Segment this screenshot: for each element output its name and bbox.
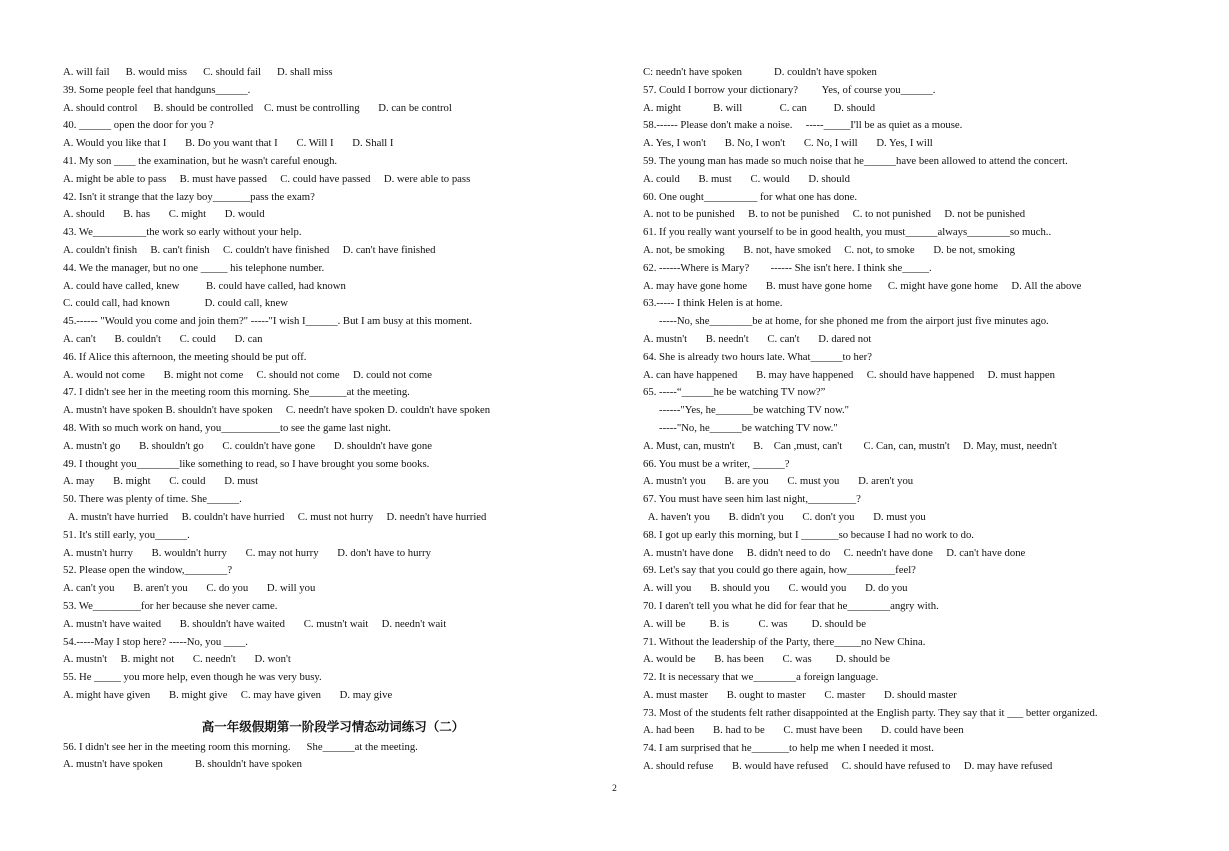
section-heading: 高一年级假期第一阶段学习情态动词练习（二） (201, 718, 465, 734)
text-line: 51. It's still early, you______. (63, 528, 190, 541)
text-line: 74. I am surprised that he_______to help me when I needed it most. (643, 742, 934, 755)
text-line: A. mustn't have hurried B. couldn't have hurried C. must not hurry D. needn't have hurried (63, 510, 487, 523)
text-line: A. mustn't B. needn't C. can't D. dared not (643, 332, 872, 345)
text-line: A. would not come B. might not come C. should not come D. could not come (63, 368, 432, 381)
text-line: A. haven't you B. didn't you C. don't you D. must you (643, 510, 926, 523)
text-line: 42. Isn't it strange that the lazy boy_______pass the exam? (63, 190, 315, 203)
text-line: -----No, she________be at home, for she phoned me from the airport just five minutes ago. (643, 315, 1049, 328)
text-line: 62. ------Where is Mary? ------ She isn't here. I think she_____. (643, 261, 932, 274)
text-line: 65. -----“______he be watching TV now?” (643, 386, 826, 399)
text-line: A. may B. might C. could D. must (63, 475, 259, 488)
text-line: C. could call, had known D. could call, knew (63, 297, 288, 310)
text-line: 63.----- I think Helen is at home. (643, 297, 783, 310)
text-line: A. would be B. has been C. was D. should be (643, 653, 890, 666)
text-line: A. may have gone home B. must have gone home C. might have gone home D. All the above (643, 279, 1082, 292)
text-line: -----"No, he______be watching TV now." (643, 421, 838, 434)
text-line: A. mustn't have spoken B. shouldn't have spoken (63, 758, 302, 771)
left-question-list-continued (63, 739, 603, 775)
page-number: 2 (612, 784, 617, 794)
text-line: 50. There was plenty of time. She______. (63, 493, 242, 506)
text-line: 57. Could I borrow your dictionary? Yes, of course you______. (643, 83, 936, 96)
text-line: 53. We_________for her because she never came. (63, 599, 278, 612)
text-line: 72. It is necessary that we________a foreign language. (643, 671, 879, 684)
text-line: 39. Some people feel that handguns______. (63, 83, 251, 96)
text-line: 40. ______ open the door for you ? (63, 119, 214, 132)
text-line: 55. He _____ you more help, even though he was very busy. (63, 671, 322, 684)
text-line: A. might B. will C. can D. should (643, 101, 876, 114)
text-line: 41. My son ____ the examination, but he wasn't careful enough. (63, 154, 338, 167)
text-line: 58.------ Please don't make a noise. -----_____I'll be as quiet as a mouse. (643, 119, 963, 132)
text-line: 69. Let's say that you could go there again, how_________feel? (643, 564, 916, 577)
text-line: A. had been B. had to be C. must have been D. could have been (643, 724, 964, 737)
text-line: 64. She is already two hours late. What______to her? (643, 350, 872, 363)
text-line: 43. We__________the work so early without your help. (63, 226, 302, 239)
text-line: 47. I didn't see her in the meeting room this morning. She_______at the meeting. (63, 386, 410, 399)
right-column (643, 64, 1203, 776)
text-line: A. mustn't have done B. didn't need to do C. needn't have done D. can't have done (643, 546, 1026, 559)
text-line: A. can't you B. aren't you C. do you D. will you (63, 582, 316, 595)
text-line: 70. I daren't tell you what he did for fear that he________angry with. (643, 599, 939, 612)
text-line: A. should B. has C. might D. would (63, 208, 265, 221)
text-line: 71. Without the leadership of the Party, there_____no New China. (643, 635, 926, 648)
text-line: A. mustn't hurry B. wouldn't hurry C. may not hurry D. don't have to hurry (63, 546, 431, 559)
text-line: A. not to be punished B. to not be punished C. to not punished D. not be punished (643, 208, 1026, 221)
text-line: A. mustn't go B. shouldn't go C. couldn't have gone D. shouldn't have gone (63, 439, 432, 452)
left-column (63, 64, 603, 774)
text-line: A. Yes, I won't B. No, I won't C. No, I will D. Yes, I will (643, 137, 933, 150)
text-line: A. mustn't you B. are you C. must you D. aren't you (643, 475, 914, 488)
text-line: 52. Please open the window,________? (63, 564, 233, 577)
text-line: A. mustn't have waited B. shouldn't have waited C. mustn't wait D. needn't wait (63, 617, 447, 630)
text-line: A. mustn't have spoken B. shouldn't have spoken C. needn't have spoken D. couldn't have spoken (63, 404, 491, 417)
text-line: 66. You must be a writer, ______? (643, 457, 790, 470)
text-line: A. can have happened B. may have happened C. should have happened D. must happen (643, 368, 1055, 381)
text-line: 46. If Alice this afternoon, the meeting should be put off. (63, 350, 307, 363)
text-line: 54.-----May I stop here? -----No, you ____. (63, 635, 248, 648)
text-line: 45.------ "Would you come and join them?" -----"I wish I______. But I am busy at this moment. (63, 315, 473, 328)
text-line: 67. You must have seen him last night,_________? (643, 493, 861, 506)
text-line: 44. We the manager, but no one _____ his telephone number. (63, 261, 325, 274)
text-line: A. mustn't B. might not C. needn't D. won't (63, 653, 291, 666)
text-line: 68. I got up early this morning, but I _______so because I had no work to do. (643, 528, 974, 541)
text-line: A. couldn't finish B. can't finish C. couldn't have finished D. can't have finished (63, 243, 436, 256)
text-line: 61. If you really want yourself to be in good health, you must______always________so much.. (643, 226, 1052, 239)
text-line: A. Would you like that I B. Do you want that I C. Will I D. Shall I (63, 137, 394, 150)
text-line: 56. I didn't see her in the meeting room this morning. She______at the meeting. (63, 740, 418, 753)
text-line: A. could B. must C. would D. should (643, 172, 850, 185)
text-line: A. must master B. ought to master C. master D. should master (643, 688, 957, 701)
text-line: ------"Yes, he_______be watching TV now." (643, 404, 850, 417)
text-line: A. might have given B. might give C. may have given D. may give (63, 688, 393, 701)
text-line: 49. I thought you________like something to read, so I have brought you some books. (63, 457, 430, 470)
left-question-list (63, 64, 603, 705)
text-line: A. Must, can, mustn't B. Can ,must, can't C. Can, can, mustn't D. May, must, needn't (643, 439, 1057, 452)
text-line: 59. The young man has made so much noise that he______have been allowed to attend the concert. (643, 154, 1068, 167)
text-line: A. can't B. couldn't C. could D. can (63, 332, 263, 345)
text-line: 73. Most of the students felt rather disappointed at the English party. They say that it ___ better organized. (643, 706, 1098, 719)
text-line: A. might be able to pass B. must have passed C. could have passed D. were able to pass (63, 172, 471, 185)
text-line: A. not, be smoking B. not, have smoked C. not, to smoke D. be not, smoking (643, 243, 1015, 256)
text-line: A. could have called, knew B. could have called, had known (63, 279, 346, 292)
text-line: A. will be B. is C. was D. should be (643, 617, 866, 630)
text-line: 48. With so much work on hand, you___________to see the game last night. (63, 421, 391, 434)
text-line: A. should control B. should be controlled C. must be controlling D. can be control (63, 101, 452, 114)
text-line: C: needn't have spoken D. couldn't have spoken (643, 66, 877, 78)
text-line: A. will you B. should you C. would you D. do you (643, 582, 908, 595)
text-line: A. will fail B. would miss C. should fail D. shall miss (63, 66, 333, 78)
text-line: 60. One ought__________ for what one has done. (643, 190, 858, 203)
text-line: A. should refuse B. would have refused C. should have refused to D. may have refused (643, 760, 1053, 773)
